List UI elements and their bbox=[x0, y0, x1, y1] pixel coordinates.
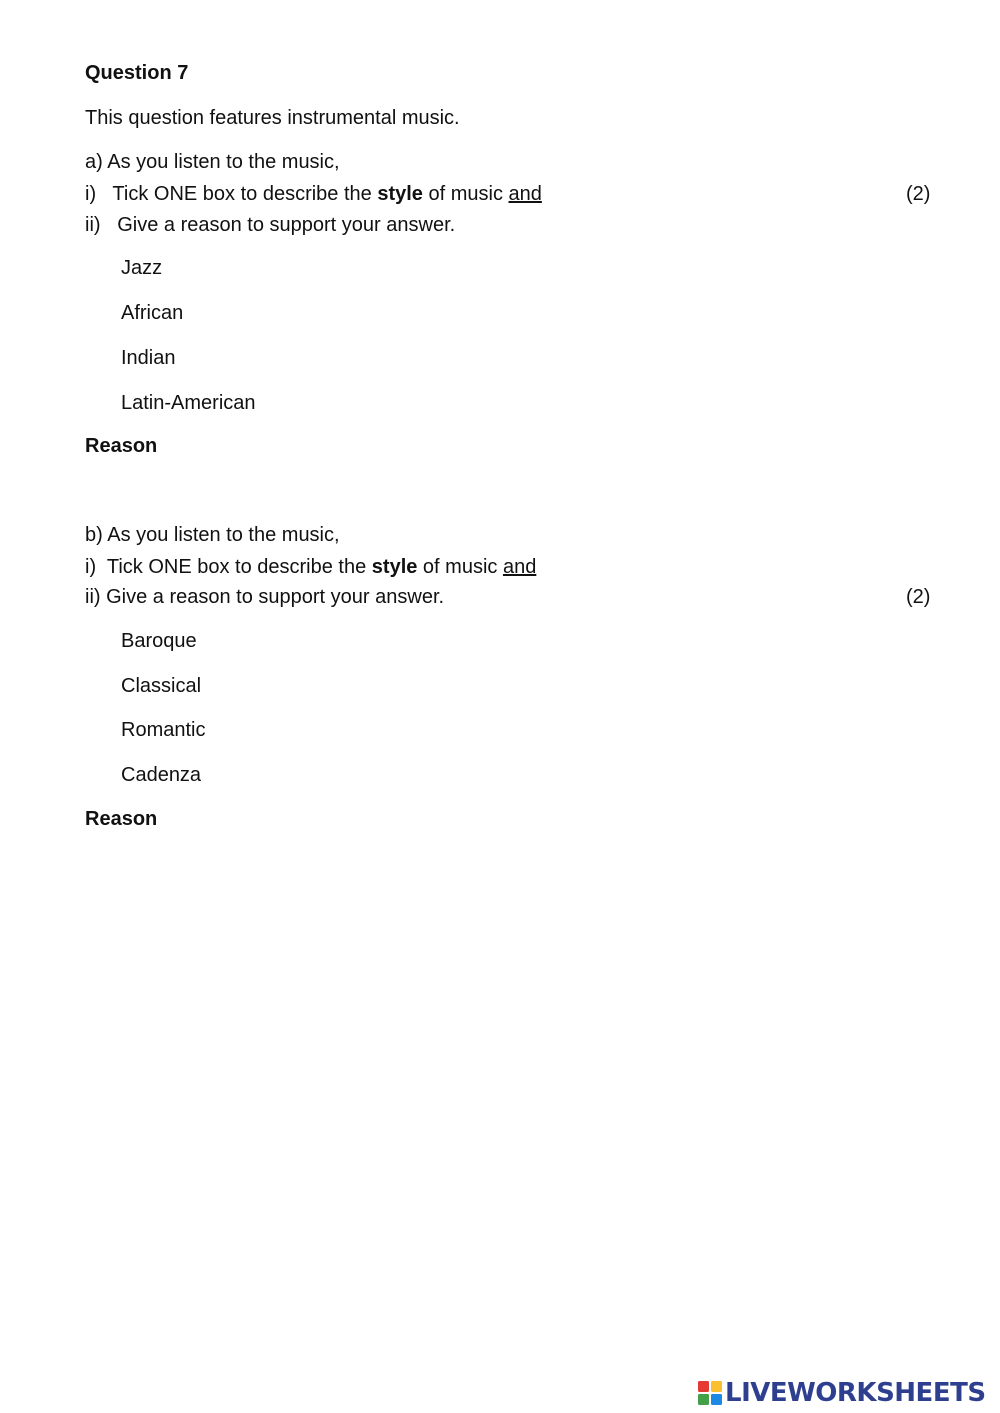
liveworksheets-logo bbox=[698, 1378, 986, 1408]
logo-text: LIVEWORKSHEETS bbox=[725, 1378, 986, 1408]
part-a-instruction-ii: ii) Give a reason to support your answer. bbox=[85, 214, 456, 236]
option-african[interactable]: African bbox=[121, 302, 184, 324]
part-b-reason-label: Reason bbox=[85, 808, 158, 830]
part-b-i-middle: of music bbox=[417, 556, 503, 578]
part-a-lead: a) As you listen to the music, bbox=[85, 151, 340, 173]
part-a-instruction-i bbox=[85, 182, 542, 206]
option-cadenza[interactable]: Cadenza bbox=[121, 764, 202, 786]
part-b-instruction-i bbox=[85, 555, 536, 579]
part-a-i-underline: and bbox=[508, 183, 542, 205]
part-b-i-prefix: i) Tick ONE box to describe the bbox=[85, 556, 372, 578]
part-a-reason-label: Reason bbox=[85, 435, 158, 457]
part-b-instruction-ii: ii) Give a reason to support your answer. bbox=[85, 586, 445, 608]
question-title: Question 7 bbox=[85, 62, 189, 84]
option-classical[interactable]: Classical bbox=[121, 675, 202, 697]
part-b-lead: b) As you listen to the music, bbox=[85, 524, 340, 546]
part-a-marks: (2) bbox=[906, 183, 931, 205]
option-jazz[interactable]: Jazz bbox=[121, 257, 163, 279]
part-a-i-prefix: i) Tick ONE box to describe the bbox=[85, 183, 378, 205]
part-b-i-underline: and bbox=[502, 556, 537, 578]
option-indian[interactable]: Indian bbox=[121, 347, 176, 369]
part-a-i-bold: style bbox=[377, 183, 423, 205]
logo-block-green bbox=[698, 1394, 709, 1405]
logo-block-yellow bbox=[711, 1381, 722, 1392]
logo-block-blue bbox=[711, 1394, 722, 1405]
part-b-marks: (2) bbox=[906, 586, 931, 608]
logo-blocks-icon bbox=[698, 1381, 722, 1405]
option-latin-american[interactable]: Latin-American bbox=[121, 392, 256, 414]
question-intro: This question features instrumental music. bbox=[85, 107, 460, 129]
option-romantic[interactable]: Romantic bbox=[121, 719, 206, 741]
option-baroque[interactable]: Baroque bbox=[121, 630, 197, 652]
part-b-i-bold: style bbox=[371, 556, 418, 578]
logo-block-red bbox=[698, 1381, 709, 1392]
part-a-i-middle: of music bbox=[422, 183, 509, 205]
